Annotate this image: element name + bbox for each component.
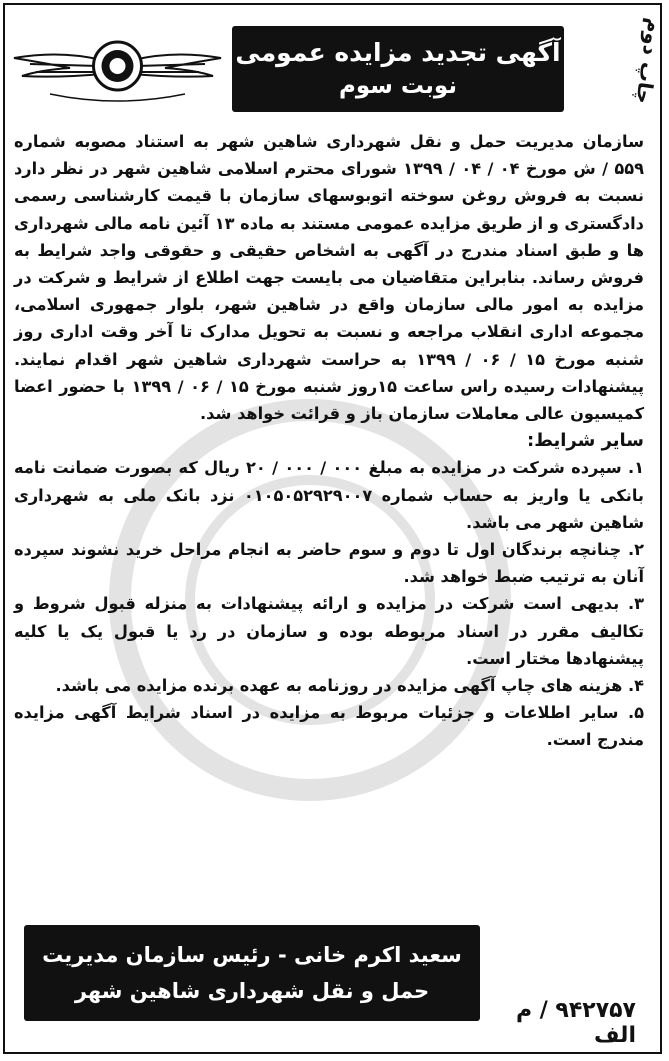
signature-line-1: سعید اکرم خانی - رئیس سازمان مدیریت xyxy=(42,943,462,967)
wings-emblem-icon xyxy=(10,20,225,115)
condition-item: ۲. چنانچه برندگان اول تا دوم و سوم حاضر به انجام مراحل خرید نشوند سپرده آنان به ترتیب ضبط خواهد شد. xyxy=(14,540,644,587)
condition-item: ۵. سایر اطلاعات و جزئیات مربوط به مزایده در اسناد شرایط آگهی مزایده مندرج است. xyxy=(14,703,644,750)
title-line-2: نوبت سوم xyxy=(339,73,457,99)
condition-item: ۳. بدیهی است شرکت در مزایده و ارائه پیشنهادات به منزله قبول شروط و تکالیف مقرر در اسناد مربوطه بوده و سازمان در رد یا قبول یک یا کلیه پیشنهادها مختار است. xyxy=(14,594,644,668)
title-line-1: آگهی تجدید مزایده عمومی xyxy=(235,38,561,67)
ad-body xyxy=(14,128,644,754)
condition-item: ۴. هزینه های چاپ آگهی مزایده در روزنامه به عهده برنده مزایده می باشد. xyxy=(55,676,644,696)
signature-banner xyxy=(24,925,480,1021)
organization-name: سازمان مدیریت حمل و نقل شهرداری شاهین شهر xyxy=(217,132,644,151)
reference-number: ۹۴۲۷۵۷ / م الف xyxy=(515,998,636,1048)
signature-line-2: حمل و نقل شهرداری شاهین شهر xyxy=(74,979,430,1003)
intro-text: به استناد مصوبه شماره ۵۵۹ / ش مورخ ۰۴ / ۰۴ / ۱۳۹۹ شورای محترم اسلامی شاهین شهر در نظر دارد نسبت به فروش روغن سوخته اتوبوسهای سازمان با قیمت کارشناسی رسمی دادگستری و از طریق مزایده عمومی مستند به ماده ۱۳ آئین نامه مالی شهرداری ها و طبق اسناد مندرج در آگهی به اشخاص حقیقی و حقوقی واجد شرایط به فروش رساند. بنابراین متقاضیان می بایست جهت اطلاع از شرایط و شرکت در مزایده به امور مالی سازمان واقع در شاهین شهر، بلوار جمهوری اسلامی، مجموعه اداری انقلاب مراجعه و نسبت به تحویل مدارک تا آخر وقت اداری روز شنبه مورخ ۱۵ / ۰۶ / ۱۳۹۹ به حراست شهرداری شاهین شهر اقدام نمایند. پیشنهادات رسیده راس ساعت ۱۵روز شنبه مورخ ۱۵ / ۰۶ / ۱۳۹۹ با حضور اعضا کمیسیون عالی معاملات سازمان باز و قرائت خواهد شد. xyxy=(14,132,645,424)
conditions-heading: سایر شرایط: xyxy=(527,430,644,452)
print-stamp: چاپ دوم xyxy=(631,16,667,106)
title-banner xyxy=(232,26,564,112)
condition-item: ۱. سپرده شرکت در مزایده به مبلغ ۰۰۰ / ۰۰۰ / ۲۰ ریال که بصورت ضمانت نامه بانکی یا واریز به حساب شماره ۰۱۰۵۰۵۲۹۲۹۰۰۷ نزد بانک ملی به شهرداری شاهین شهر می باشد. xyxy=(14,458,644,532)
intro-paragraph xyxy=(14,128,644,427)
